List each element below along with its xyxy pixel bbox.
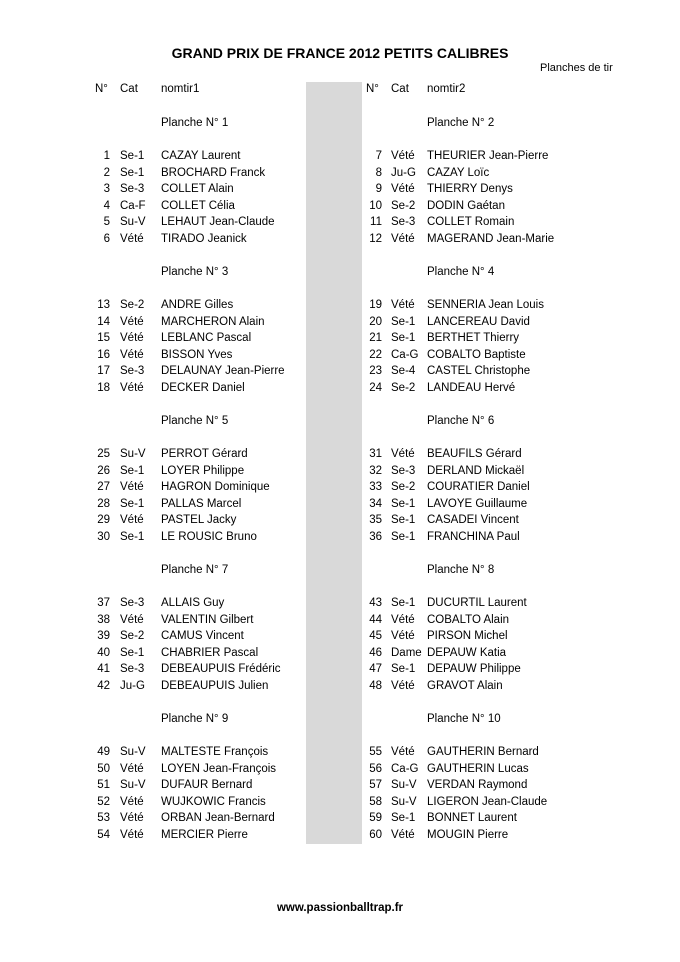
shooter-row	[0, 646, 680, 661]
shooter-category: Se-2	[391, 199, 416, 212]
shooter-name: LE ROUSIC Bruno	[161, 531, 257, 543]
shooter-name: CAMUS Vincent	[161, 630, 244, 643]
shooter-number: 34	[369, 497, 382, 510]
shooter-number: 14	[97, 315, 110, 328]
shooter-number: 5	[103, 216, 110, 229]
shooter-name: LANDEAU Hervé	[427, 382, 516, 394]
shooter-category: Vété	[391, 613, 415, 626]
shooter-name: THIERRY Denys	[427, 183, 513, 196]
shooter-name: TIRADO Jeanick	[161, 233, 247, 245]
header-name-left: nomtir1	[161, 83, 200, 95]
planche-label: Planche N° 4	[427, 266, 495, 278]
shooter-row	[0, 745, 680, 760]
shooter-row	[0, 629, 680, 644]
shooter-row	[0, 795, 680, 810]
shooter-number: 18	[97, 382, 110, 394]
shooter-name: LAVOYE Guillaume	[427, 497, 528, 510]
shooter-name: LIGERON Jean-Claude	[427, 795, 548, 808]
shooter-number: 29	[97, 514, 110, 527]
shooter-number: 56	[369, 762, 382, 775]
shooter-category: Vété	[391, 680, 415, 692]
shooter-name: ANDRE Gilles	[161, 299, 234, 311]
shooter-row	[0, 298, 680, 313]
shooter-category: Se-1	[391, 514, 416, 527]
shooter-category: Ju-G	[391, 166, 416, 179]
shooter-category: Vété	[391, 448, 415, 460]
shooter-category: Su-V	[120, 779, 146, 792]
shooter-name: PIRSON Michel	[427, 630, 508, 643]
shooter-category: Se-1	[391, 663, 416, 676]
shooter-name: LOYER Philippe	[161, 464, 245, 477]
planche-label: Planche N° 5	[161, 415, 229, 427]
planche-label: Planche N° 2	[427, 117, 495, 129]
shooter-number: 44	[369, 613, 382, 626]
shooter-name: VERDAN Raymond	[427, 779, 528, 792]
shooter-number: 45	[369, 630, 382, 643]
shooter-row	[0, 199, 680, 214]
shooter-row	[0, 762, 680, 777]
shooter-name: BROCHARD Franck	[161, 166, 266, 179]
shooter-number: 52	[97, 795, 110, 808]
shooter-category: Vété	[120, 795, 144, 808]
shooter-name: LOYEN Jean-François	[161, 762, 277, 775]
shooter-category: Vété	[120, 315, 144, 328]
shooter-category: Vété	[120, 348, 144, 361]
shooter-category: Se-2	[120, 299, 145, 311]
shooter-number: 19	[369, 299, 382, 311]
shooter-number: 35	[369, 514, 382, 527]
shooter-name: COBALTO Alain	[427, 613, 510, 626]
shooter-row	[0, 315, 680, 330]
shooter-category: Dame	[391, 646, 422, 659]
shooter-name: CHABRIER Pascal	[161, 646, 259, 659]
planche-label: Planche N° 6	[427, 415, 495, 427]
shooter-name: MERCIER Pierre	[161, 829, 248, 841]
shooter-row	[0, 480, 680, 495]
shooter-category: Se-2	[391, 481, 416, 494]
shooter-number: 24	[369, 382, 382, 394]
shooter-number: 12	[369, 233, 382, 245]
shooter-number: 3	[103, 183, 110, 196]
shooter-row	[0, 811, 680, 826]
planche-label: Planche N° 8	[427, 564, 495, 576]
shooter-row	[0, 464, 680, 479]
shooter-number: 1	[103, 150, 110, 162]
shooter-name: COLLET Alain	[161, 183, 234, 196]
shooter-number: 43	[369, 597, 382, 609]
shooter-name: CAZAY Loïc	[427, 166, 490, 179]
shooter-row	[0, 530, 680, 545]
shooter-name: ORBAN Jean-Bernard	[161, 812, 275, 825]
shooter-row	[0, 778, 680, 793]
shooter-category: Ju-G	[120, 680, 145, 692]
shooter-row	[0, 215, 680, 230]
shooter-number: 9	[375, 183, 382, 196]
shooter-category: Se-1	[120, 531, 145, 543]
shooter-name: MALTESTE François	[161, 746, 269, 758]
shooter-name: MARCHERON Alain	[161, 315, 265, 328]
shooter-category: Vété	[120, 332, 144, 345]
shooter-row	[0, 679, 680, 694]
shooter-number: 59	[369, 812, 382, 825]
shooter-number: 37	[97, 597, 110, 609]
shooter-number: 60	[369, 829, 382, 841]
shooter-number: 11	[370, 216, 382, 229]
shooter-number: 2	[103, 166, 110, 179]
shooter-category: Se-1	[391, 597, 416, 609]
shooter-name: ALLAIS Guy	[161, 597, 225, 609]
shooter-number: 46	[369, 646, 382, 659]
shooter-category: Vété	[391, 630, 415, 643]
shooter-category: Se-1	[120, 497, 145, 510]
shooter-name: PALLAS Marcel	[161, 497, 242, 510]
shooter-name: DEPAUW Katia	[427, 646, 507, 659]
shooter-name: MAGERAND Jean-Marie	[427, 233, 555, 245]
shooter-category: Se-1	[120, 166, 145, 179]
shooter-row	[0, 166, 680, 181]
shooter-category: Ca-F	[120, 199, 146, 212]
shooter-name: DEBEAUPUIS Julien	[161, 680, 269, 692]
shooter-category: Vété	[120, 762, 144, 775]
shooter-number: 36	[369, 531, 382, 543]
shooter-category: Se-1	[391, 497, 416, 510]
shooter-number: 32	[369, 464, 382, 477]
shooter-name: DUFAUR Bernard	[161, 779, 253, 792]
shooter-number: 6	[103, 233, 110, 245]
shooter-name: BISSON Yves	[161, 348, 233, 361]
shooter-number: 57	[369, 779, 382, 792]
shooter-name: BONNET Laurent	[427, 812, 517, 825]
shooter-number: 13	[97, 299, 110, 311]
header-cat-left: Cat	[120, 83, 138, 95]
shooter-number: 55	[369, 746, 382, 758]
shooter-number: 28	[97, 497, 110, 510]
shooter-row	[0, 447, 680, 462]
shooter-name: WUJKOWIC Francis	[161, 795, 266, 808]
shooter-row	[0, 232, 680, 247]
shooter-name: COLLET Romain	[427, 216, 515, 229]
shooter-category: Se-3	[120, 597, 145, 609]
shooter-name: DUCURTIL Laurent	[427, 597, 527, 609]
shooter-row	[0, 613, 680, 628]
shooter-number: 7	[375, 150, 382, 162]
shooter-number: 20	[369, 315, 382, 328]
shooter-name: COLLET Célia	[161, 199, 235, 212]
header-cat-right: Cat	[391, 83, 409, 95]
shooter-name: GAUTHERIN Lucas	[427, 762, 529, 775]
shooter-number: 42	[97, 680, 110, 692]
shooter-category: Su-V	[391, 795, 417, 808]
shooter-number: 53	[97, 812, 110, 825]
planche-label: Planche N° 7	[161, 564, 229, 576]
shooter-name: FRANCHINA Paul	[427, 531, 520, 543]
shooter-row	[0, 662, 680, 677]
shooter-category: Vété	[391, 233, 415, 245]
shooter-number: 16	[97, 348, 110, 361]
shooter-number: 10	[369, 199, 382, 212]
shooter-category: Su-V	[120, 448, 146, 460]
shooter-category: Vété	[391, 829, 415, 841]
shooter-category: Se-1	[120, 150, 145, 162]
shooter-name: PASTEL Jacky	[161, 514, 237, 527]
shooter-category: Se-4	[391, 365, 416, 378]
shooter-category: Vété	[120, 812, 144, 825]
shooter-name: GRAVOT Alain	[427, 680, 503, 692]
shooter-category: Vété	[120, 514, 144, 527]
shooter-category: Vété	[391, 150, 415, 162]
shooter-category: Vété	[120, 382, 144, 394]
shooter-number: 25	[97, 448, 110, 460]
shooter-number: 51	[97, 779, 110, 792]
shooter-category: Ca-G	[391, 348, 419, 361]
shooter-category: Se-3	[391, 464, 416, 477]
shooter-category: Se-3	[120, 183, 145, 196]
header-num-left: N°	[95, 83, 108, 95]
shooter-category: Ca-G	[391, 762, 419, 775]
shooter-category: Vété	[120, 829, 144, 841]
shooter-name: DERLAND Mickaël	[427, 464, 525, 477]
shooter-number: 39	[97, 630, 110, 643]
shooter-name: BERTHET Thierry	[427, 332, 520, 345]
footer-url: www.passionballtrap.fr	[276, 902, 404, 914]
page-subtitle: Planches de tir	[540, 62, 613, 74]
shooter-number: 47	[369, 663, 382, 676]
shooter-number: 30	[97, 531, 110, 543]
shooter-number: 23	[369, 365, 382, 378]
header-num-right: N°	[366, 83, 379, 95]
shooter-name: LEBLANC Pascal	[161, 332, 252, 345]
shooter-category: Se-1	[120, 464, 145, 477]
shooter-name: CAZAY Laurent	[161, 150, 241, 162]
planche-label: Planche N° 1	[161, 117, 229, 129]
shooter-row	[0, 828, 680, 843]
shooter-category: Se-1	[120, 646, 145, 659]
shooter-category: Se-3	[391, 216, 416, 229]
shooter-category: Se-1	[391, 812, 416, 825]
shooter-number: 38	[97, 613, 110, 626]
shooter-number: 48	[369, 680, 382, 692]
shooter-name: HAGRON Dominique	[161, 481, 270, 494]
shooter-name: PERROT Gérard	[161, 448, 248, 460]
shooter-category: Se-2	[391, 382, 416, 394]
shooter-name: CASADEI Vincent	[427, 514, 519, 527]
shooter-name: DEBEAUPUIS Frédéric	[161, 663, 281, 676]
shooter-name: THEURIER Jean-Pierre	[427, 150, 549, 162]
shooter-name: BEAUFILS Gérard	[427, 448, 522, 460]
planche-label: Planche N° 3	[161, 266, 229, 278]
shooter-row	[0, 596, 680, 611]
shooter-name: LANCEREAU David	[427, 315, 530, 328]
shooter-name: LEHAUT Jean-Claude	[161, 216, 275, 229]
shooter-category: Se-2	[120, 630, 145, 643]
shooter-number: 26	[97, 464, 110, 477]
shooter-category: Vété	[120, 233, 144, 245]
shooter-category: Vété	[391, 183, 415, 196]
shooter-number: 22	[369, 348, 382, 361]
shooter-number: 21	[369, 332, 382, 345]
shooter-row	[0, 513, 680, 528]
shooter-category: Su-V	[391, 779, 417, 792]
shooter-category: Se-1	[391, 332, 416, 345]
shooter-number: 41	[97, 663, 110, 676]
shooter-number: 54	[97, 829, 110, 841]
shooter-number: 40	[97, 646, 110, 659]
shooter-name: DODIN Gaétan	[427, 199, 505, 212]
shooter-name: COURATIER Daniel	[427, 481, 530, 494]
shooter-category: Su-V	[120, 216, 146, 229]
shooter-name: GAUTHERIN Bernard	[427, 746, 539, 758]
shooter-row	[0, 381, 680, 396]
page-title: GRAND PRIX DE FRANCE 2012 PETITS CALIBRES	[171, 45, 509, 61]
shooter-row	[0, 149, 680, 164]
planche-label: Planche N° 9	[161, 713, 229, 725]
shooter-number: 8	[375, 166, 382, 179]
shooter-category: Se-3	[120, 365, 145, 378]
shooter-number: 15	[97, 332, 110, 345]
shooter-category: Se-3	[120, 663, 145, 676]
shooter-row	[0, 364, 680, 379]
shooter-name: CASTEL Christophe	[427, 365, 531, 378]
shooter-name: DECKER Daniel	[161, 382, 245, 394]
shooter-number: 4	[103, 199, 110, 212]
shooter-name: SENNERIA Jean Louis	[427, 299, 544, 311]
shooter-row	[0, 497, 680, 512]
shooter-name: VALENTIN Gilbert	[161, 613, 254, 626]
shooter-name: MOUGIN Pierre	[427, 829, 509, 841]
shooter-row	[0, 182, 680, 197]
shooter-number: 49	[97, 746, 110, 758]
planche-label: Planche N° 10	[427, 713, 501, 725]
shooter-number: 17	[97, 365, 110, 378]
header-name-right: nomtir2	[427, 83, 466, 95]
shooter-number: 31	[369, 448, 382, 460]
shooter-category: Su-V	[120, 746, 146, 758]
shooter-category: Vété	[120, 613, 144, 626]
shooter-number: 50	[97, 762, 110, 775]
shooter-category: Se-1	[391, 315, 416, 328]
shooter-row	[0, 348, 680, 363]
shooter-category: Vété	[120, 481, 144, 494]
shooter-name: COBALTO Baptiste	[427, 348, 526, 361]
shooter-category: Vété	[391, 746, 415, 758]
shooter-number: 27	[97, 481, 110, 494]
shooter-number: 58	[369, 795, 382, 808]
shooter-category: Vété	[391, 299, 415, 311]
shooter-name: DEPAUW Philippe	[427, 663, 521, 676]
shooter-category: Se-1	[391, 531, 416, 543]
shooter-number: 33	[369, 481, 382, 494]
shooter-row	[0, 331, 680, 346]
shooter-name: DELAUNAY Jean-Pierre	[161, 365, 285, 378]
